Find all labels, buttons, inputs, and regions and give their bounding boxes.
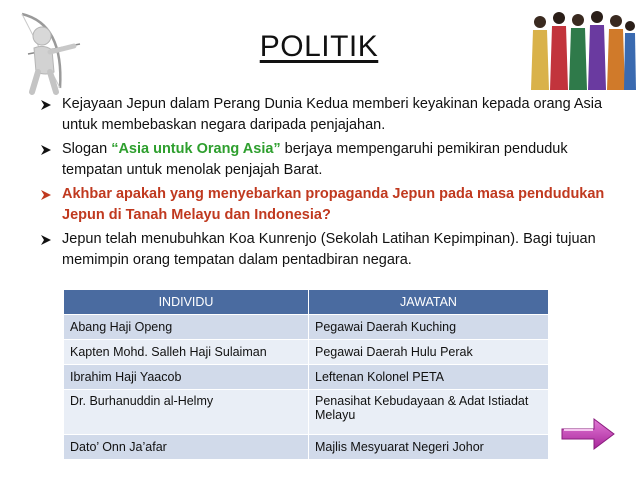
bullet-text-after: berjaya mempengaruhi pemikiran penduduk tempatan untuk menolak penjajah Barat.: [62, 141, 568, 178]
bullet-text: Kejayaan Jepun dalam Perang Dunia Kedua memberi keyakinan kepada orang Asia untuk membebaskan negara daripada penjajahan.: [62, 96, 603, 133]
table-header-row: [64, 290, 549, 315]
arrow-bullet-icon: [40, 229, 54, 250]
bullet-item: [40, 229, 605, 271]
header-individu: INDIVIDU: [64, 290, 309, 315]
cell-jawatan: Majlis Mesyuarat Negeri Johor: [309, 435, 549, 460]
question-text: Akhbar apakah yang menyebarkan propaganda Jepun pada masa pendudukan Jepun di Tanah Melayu dan Indonesia?: [62, 186, 605, 223]
cell-jawatan: Pegawai Daerah Kuching: [309, 315, 549, 340]
cell-individu: Ibrahim Haji Yaacob: [64, 365, 309, 390]
bullet-item: [40, 139, 605, 181]
cell-individu: Dr. Burhanuddin al-Helmy: [64, 390, 309, 435]
arrow-bullet-icon: [40, 139, 54, 160]
table-row: [64, 340, 549, 365]
table-row: [64, 365, 549, 390]
bullet-item: [40, 94, 605, 136]
bullet-item-question: [40, 184, 605, 226]
next-arrow-icon[interactable]: [560, 414, 616, 454]
arrow-bullet-icon: [40, 184, 54, 205]
cell-jawatan: Penasihat Kebudayaan & Adat Istiadat Melayu: [309, 390, 549, 435]
slogan-highlight: “Asia untuk Orang Asia”: [111, 141, 281, 157]
cell-jawatan: Pegawai Daerah Hulu Perak: [309, 340, 549, 365]
cell-individu: Abang Haji Openg: [64, 315, 309, 340]
bullet-text: Jepun telah menubuhkan Koa Kunrenjo (Sekolah Latihan Kepimpinan). Bagi tujuan memimpin orang tempatan dalam pentadbiran negara.: [62, 231, 596, 268]
header-jawatan: JAWATAN: [309, 290, 549, 315]
bullet-list: [40, 94, 605, 274]
cell-individu: Dato’ Onn Ja’afar: [64, 435, 309, 460]
arrow-bullet-icon: [40, 94, 54, 115]
cell-individu: Kapten Mohd. Salleh Haji Sulaiman: [64, 340, 309, 365]
individu-jawatan-table: [63, 289, 549, 460]
table-row: [64, 390, 549, 435]
bullet-text-before: Slogan: [62, 141, 112, 157]
slide-title: POLITIK: [259, 30, 379, 63]
table-row: [64, 315, 549, 340]
table-row: [64, 435, 549, 460]
cell-jawatan: Leftenan Kolonel PETA: [309, 365, 549, 390]
